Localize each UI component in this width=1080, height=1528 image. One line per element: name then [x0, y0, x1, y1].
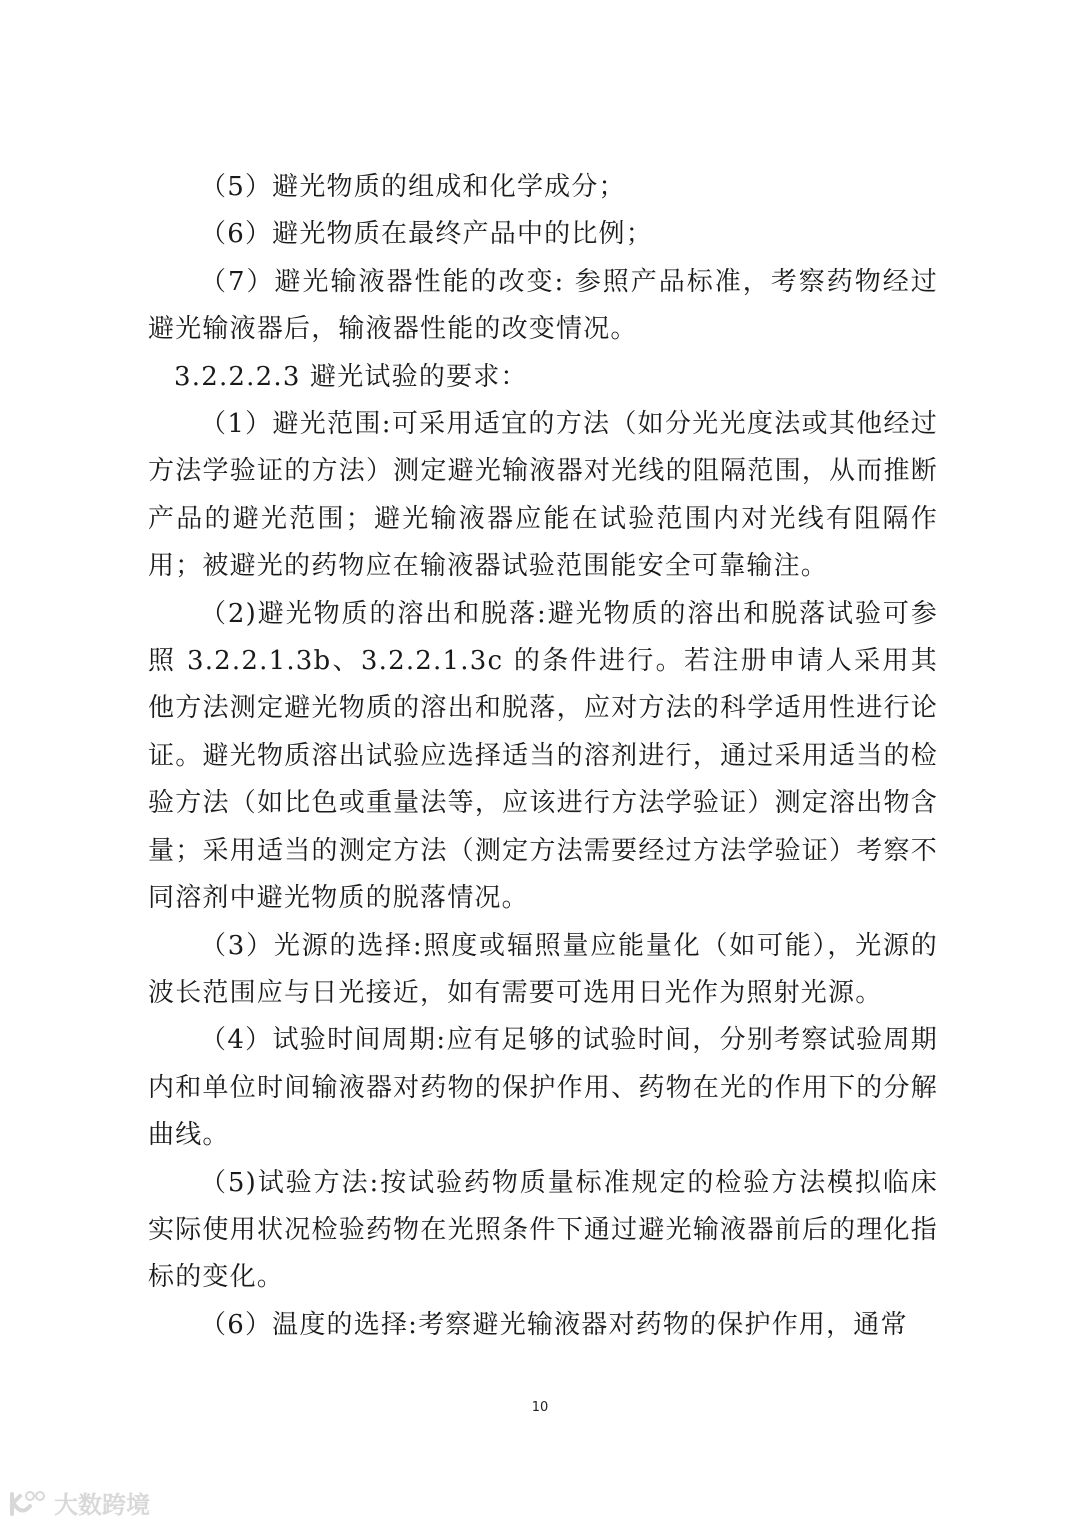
page-number: 10 [531, 1400, 549, 1415]
paragraph-req-6: （6）温度的选择:考察避光输液器对药物的保护作用，通常 [200, 1309, 908, 1340]
paragraph-req-5: （5)试验方法:按试验药物质量标准规定的检验方法模拟临床实际使用状况检验药物在光照条件下通过避光输液器前后的理化指标的变化。 [148, 1167, 938, 1293]
paragraph-req-4: （4）试验时间周期:应有足够的试验时间，分别考察试验周期内和单位时间输液器对药物的保护作用、药物在光的作用下的分解曲线。 [148, 1025, 938, 1151]
paragraph-item-7: （7）避光输液器性能的改变: 参照产品标准，考察药物经过避光输液器后，输液器性能的改变情况。 [148, 266, 938, 345]
k100-logo-icon [8, 1488, 48, 1518]
document-page [148, 164, 938, 1349]
section-heading: 3.2.2.2.3 避光试验的要求： [174, 361, 528, 392]
watermark [8, 1485, 150, 1520]
paragraph-req-1: （1）避光范围:可采用适宜的方法（如分光光度法或其他经过方法学验证的方法）测定避光输液器对光线的阻隔范围，从而推断产品的避光范围；避光输液器应能在试验范围内对光线有阻隔作用；被避光的药物应在输液器试验范围能安全可靠输注。 [148, 409, 938, 582]
paragraph-item-5: （5）避光物质的组成和化学成分； [200, 172, 626, 202]
paragraph-req-3: （3）光源的选择:照度或辐照量应能量化（如可能），光源的波长范围应与日光接近，如有需要可选用日光作为照射光源。 [148, 930, 938, 1008]
paragraph-req-2: （2)避光物质的溶出和脱落:避光物质的溶出和脱落试验可参照 3.2.2.1.3b、3.2.2.1.3c 的条件进行。若注册申请人采用其他方法测定避光物质的溶出和脱落，应对方法的科学适用性进行论证。避光物质溶出试验应选择适当的溶剂进行，通过采用适当的检验方法（如比色或重量法等，应该进行方法学验证）测定溶出物含量；采用适当的测定方法（测定方法需要经过方法学验证）考察不同溶剂中避光物质的脱落情况。 [148, 598, 938, 914]
watermark-text: 大数跨境 [54, 1491, 150, 1519]
paragraph-item-6: （6）避光物质在最终产品中的比例； [200, 219, 653, 250]
